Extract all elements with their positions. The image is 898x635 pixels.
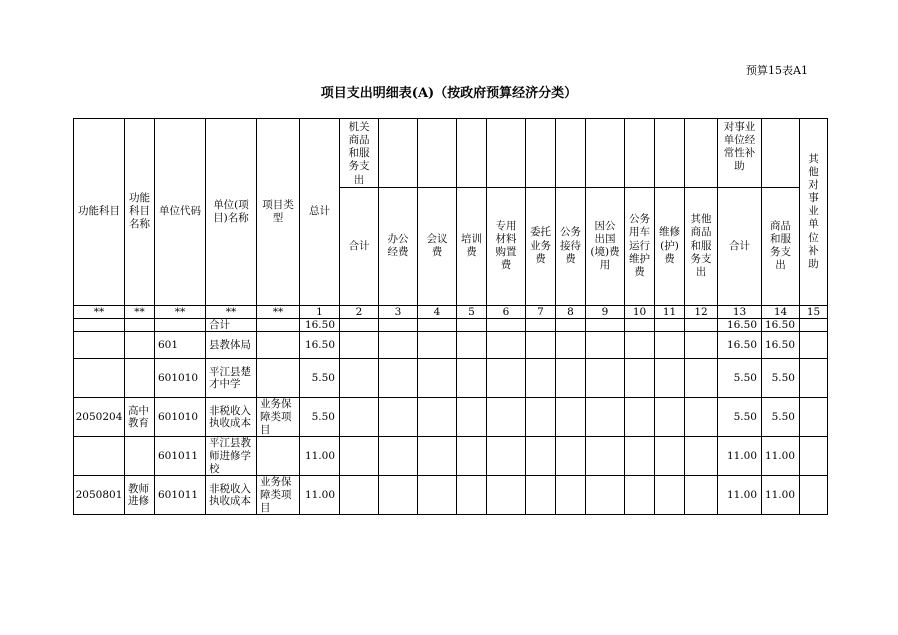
- table-row: 2050204 高中教育 601010 非税收入执收成本 业务保障类项目 5.50 5.50 5.50: [74, 398, 828, 437]
- header-vehicle: 公务用车运行维护费: [625, 187, 655, 305]
- header-other-subsidy: 其他对事业单位补助: [800, 119, 828, 306]
- header-materials: 专用材料购置费: [487, 187, 526, 305]
- header-maintenance: 维修(护)费: [655, 187, 685, 305]
- table-row: 2050801 教师进修 601011 非税收入执收成本 业务保障类项目 11.00 11.00 11.00: [74, 476, 828, 515]
- header-group-office-goods: 机关商品和服务支出: [340, 119, 379, 188]
- header-reception: 公务接待费: [556, 187, 586, 305]
- header-func-code: 功能科目: [74, 119, 125, 306]
- header-unit-name: 单位(项目)名称: [206, 119, 257, 306]
- header-g1-total: 合计: [340, 187, 379, 305]
- header-group-subsidy: 对事业单位经常性补助: [718, 119, 762, 188]
- header-abroad: 因公出国(境)费用: [586, 187, 625, 305]
- page-code: 预算15表A1: [746, 64, 808, 77]
- table-row: 合计 16.50 16.50 16.50: [74, 318, 828, 332]
- header-commission: 委托业务费: [526, 187, 556, 305]
- header-total: 总计: [300, 119, 340, 306]
- index-row: ** ** ** ** ** 1 2 3 4 5 6 7 8 9 10 11 12 13 14 15: [74, 305, 828, 318]
- header-meeting: 会议费: [418, 187, 457, 305]
- header-training: 培训费: [457, 187, 487, 305]
- header-project-type: 项目类型: [257, 119, 300, 306]
- table-row: 601010 平江县楚才中学 5.50 5.50 5.50: [74, 359, 828, 398]
- table-row: 601 县教体局 16.50 16.50 16.50: [74, 332, 828, 359]
- budget-table: [73, 118, 828, 515]
- header-other-goods: 其他商品和服务支出: [685, 187, 718, 305]
- header-g2-goods: 商品和服务支出: [762, 187, 800, 305]
- header-office: 办公经费: [379, 187, 418, 305]
- page-title: 项目支出明细表(A)（按政府预算经济分类）: [320, 86, 578, 101]
- table-row: 601011 平江县教师进修学校 11.00 11.00 11.00: [74, 437, 828, 476]
- header-g2-total: 合计: [718, 187, 762, 305]
- header-func-name: 功能科目名称: [125, 119, 155, 306]
- header-unit-code: 单位代码: [155, 119, 206, 306]
